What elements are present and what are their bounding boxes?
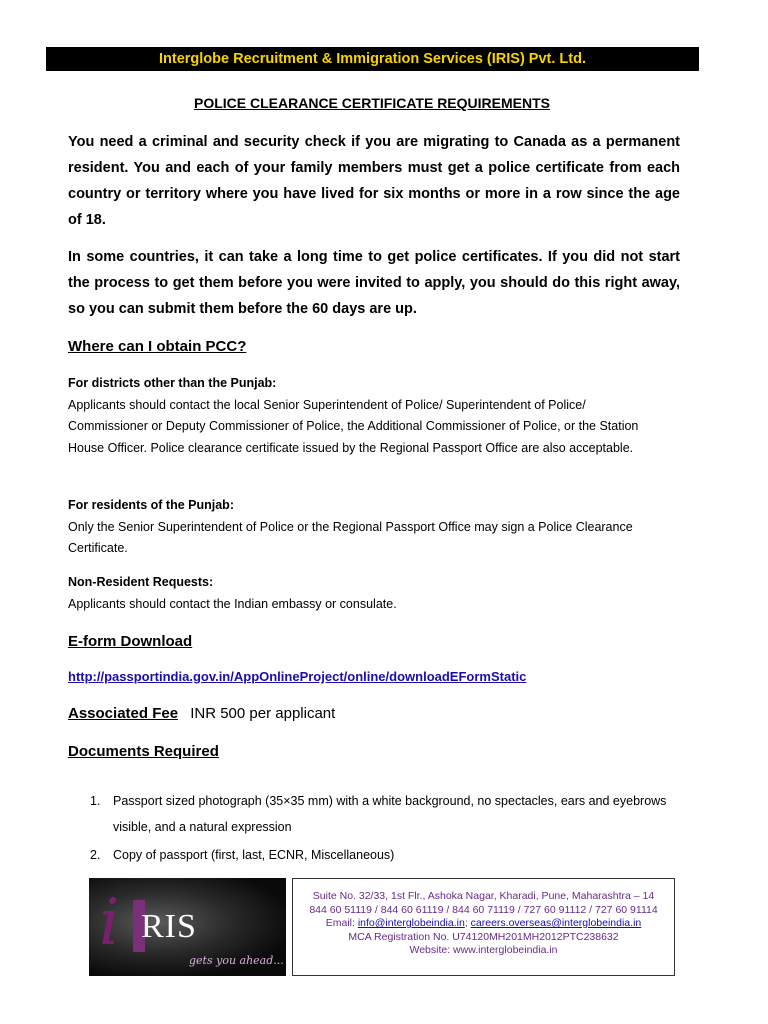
page-title: POLICE CLEARANCE CERTIFICATE REQUIREMENTS [194,95,550,111]
list-text: Passport sized photograph (35×35 mm) with a white background, no spectacles, ears and eyebrows visible, and a natural expression [113,794,667,834]
section-nonresident [68,572,668,615]
logo-tagline: gets you ahead... [189,954,284,967]
list-item [90,842,690,868]
email-info-link[interactable]: info@interglobeindia.in [357,917,465,929]
section-punjab [68,495,668,560]
documents-list [90,788,690,870]
contact-info [292,878,675,976]
section-title: For districts other than the Punjab: [68,376,277,390]
company-banner: Interglobe Recruitment & Immigration Services (IRIS) Pvt. Ltd. [46,47,699,71]
section-body: Applicants should contact the local Senior Superintendent of Police/ Superintendent of Police/ Commissioner or Deputy Commissioner of Police, the Additional Commissioner of Police, or the Station House Officer. Police clearance certificate issued by the Regional Passport Office are also acceptable. [68,397,639,455]
section-districts [68,373,668,459]
list-text: Copy of passport (first, last, ECNR, Miscellaneous) [113,848,395,862]
fee-label: Associated Fee [68,705,179,722]
logo-i-letter: i [99,886,120,960]
where-heading: Where can I obtain PCC? [68,338,247,355]
section-body: Applicants should contact the Indian embassy or consulate. [68,596,397,611]
associated-fee [68,705,335,722]
fee-value: INR 500 per applicant [190,705,336,722]
address: Suite No. 32/33, 1st Flr., Ashoka Nagar, Kharadi, Pune, Maharashtra – 14 [312,890,655,902]
phone-numbers: 844 60 51119 / 844 60 61119 / 844 60 71119 / 727 60 91112 / 727 60 91114 [309,903,658,916]
iris-logo [89,878,286,976]
website: Website: www.interglobeindia.in [409,944,558,956]
list-item [90,788,690,840]
documents-heading: Documents Required [68,743,219,760]
email-careers-link[interactable]: careers.overseas@interglobeindia.in [470,917,642,929]
eform-heading: E-form Download [68,633,193,650]
email-separator: ; [464,917,471,929]
intro-paragraph: In some countries, it can take a long time to get police certificates. If you did not start the process to get them before you were invited to apply, you should do this right away, so you can submit them before the 60 days are up. [68,249,680,317]
eform-download-link[interactable]: http://passportindia.gov.in/AppOnlineProject/online/downloadEFormStatic [68,669,527,684]
section-body: Only the Senior Superintendent of Police or the Regional Passport Office may sign a Police Clearance Certificate. [68,519,633,555]
mca-registration: MCA Registration No. U74120MH201MH2012PTC238632 [348,930,619,943]
section-title: For residents of the Punjab: [68,498,234,512]
intro-paragraph: You need a criminal and security check if you are migrating to Canada as a permanent resident. You and each of your family members must get a police certificate from each country or territory where you have lived for six months or more in a row since the age of 18. [68,134,680,228]
list-number: 2. [90,848,101,862]
section-title: Non-Resident Requests: [68,575,214,589]
list-number: 1. [90,794,101,808]
logo-wordmark: RIS [141,908,197,945]
email-row [293,917,674,931]
email-label: Email: [325,917,358,929]
